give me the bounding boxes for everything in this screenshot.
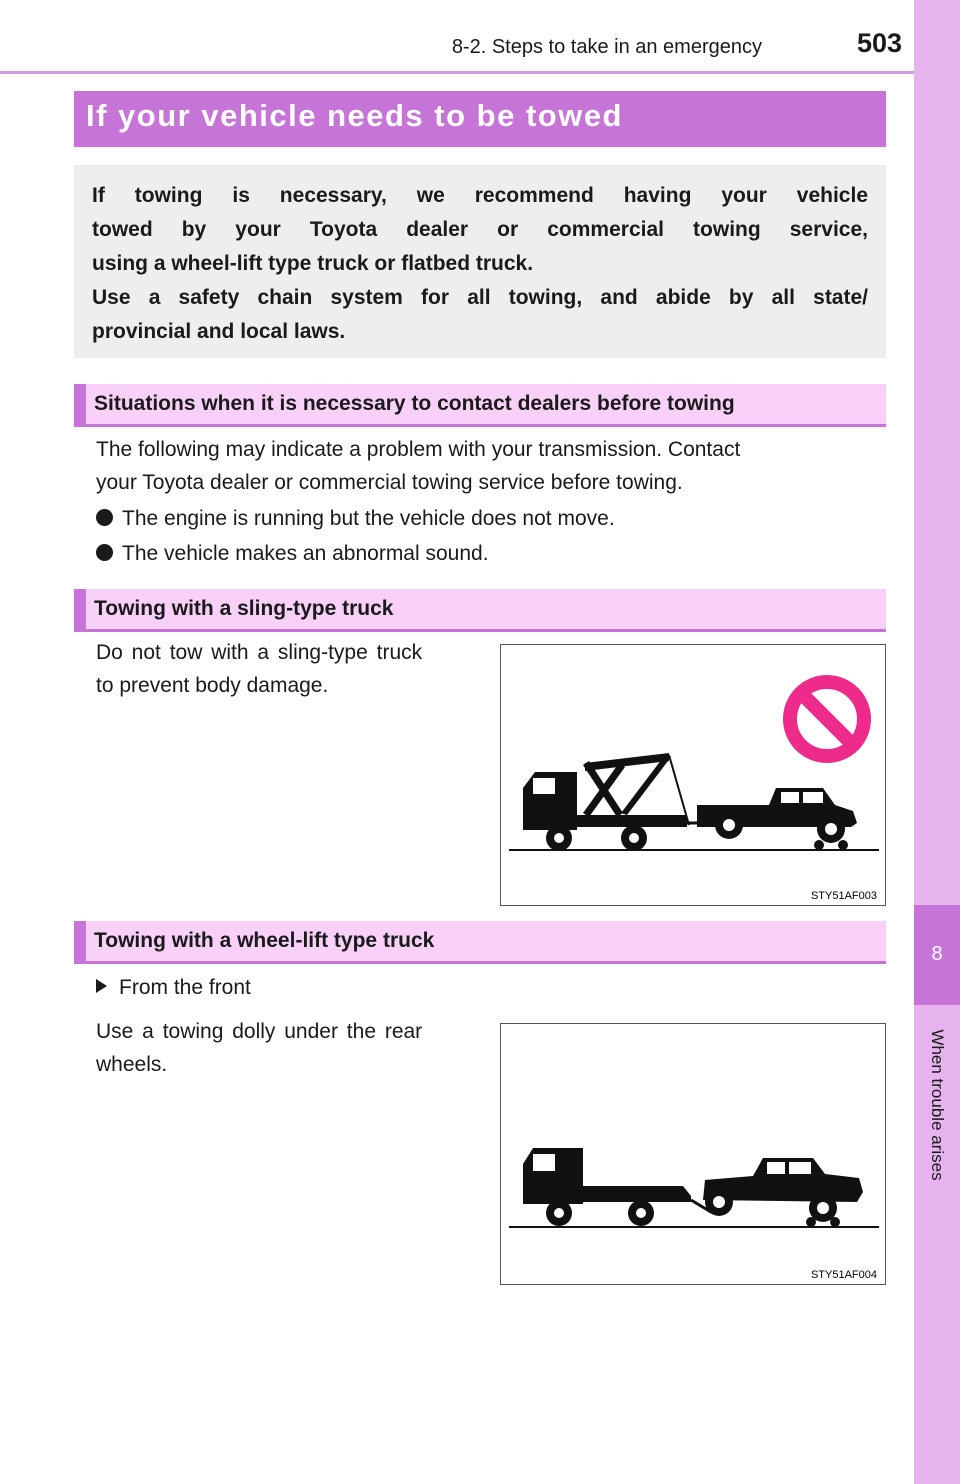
pickup-truck-icon [703, 1158, 863, 1227]
wheel-lift-truck-illustration [501, 1024, 885, 1284]
sling-truck-illustration [501, 645, 885, 905]
header-divider [0, 71, 914, 74]
intro-line: using a wheel-lift type truck or flatbed truck. [92, 252, 534, 275]
intro-line: Use a safety chain system for all towing, and abide by all state/ [92, 286, 868, 309]
bullet-text: The vehicle makes an abnormal sound. [122, 542, 489, 565]
body-line: to prevent body damage. [96, 674, 329, 697]
figure-code: STY51AF004 [810, 1269, 877, 1281]
intro-line: towed by your Toyota dealer or commercial towing service, [92, 218, 868, 241]
section-accent [74, 589, 86, 629]
wheel-lift-truck-figure [500, 1023, 886, 1285]
pickup-truck-icon [697, 788, 857, 850]
subheading-text: From the front [119, 976, 251, 999]
figure-code: STY51AF003 [810, 890, 877, 902]
wheel-lift-truck-icon [523, 1148, 691, 1226]
body-line: your Toyota dealer or commercial towing service before towing. [96, 471, 683, 494]
body-line: Use a towing dolly under the rear [96, 1020, 423, 1043]
subheading [96, 971, 251, 1004]
triangle-bullet-icon [96, 979, 107, 993]
body-line: The following may indicate a problem with your transmission. Contact [96, 438, 741, 461]
bullet-dot-icon [96, 509, 113, 526]
section-heading-bar [74, 921, 886, 964]
intro-line: If towing is necessary, we recommend having your vehicle [92, 184, 868, 207]
section-accent [74, 384, 86, 424]
body-line: Do not tow with a sling-type truck [96, 641, 423, 664]
section-heading-bar [74, 589, 886, 632]
tow-truck-icon [523, 753, 687, 851]
chapter-number: 8 [931, 943, 943, 965]
section-heading: Towing with a sling-type truck [94, 597, 394, 620]
section-heading: Situations when it is necessary to contact dealers before towing [94, 392, 735, 415]
section-accent [74, 921, 86, 961]
intro-line: provincial and local laws. [92, 320, 346, 343]
sling-truck-figure [500, 644, 886, 906]
side-tab [914, 0, 960, 1484]
header-section-title: 8-2. Steps to take in an emergency [451, 36, 762, 58]
bullet-item [96, 502, 615, 535]
bullet-dot-icon [96, 544, 113, 561]
bullet-text: The engine is running but the vehicle does not move. [122, 507, 615, 530]
body-line: wheels. [96, 1053, 168, 1076]
prohibition-icon [790, 682, 864, 756]
page-number: 503 [856, 28, 902, 58]
chapter-label: When trouble arises [928, 1029, 947, 1181]
section-heading: Towing with a wheel-lift type truck [94, 929, 435, 952]
section-heading-bar [74, 384, 886, 427]
page-title: If your vehicle needs to be towed [86, 98, 623, 133]
bullet-item [96, 537, 489, 570]
